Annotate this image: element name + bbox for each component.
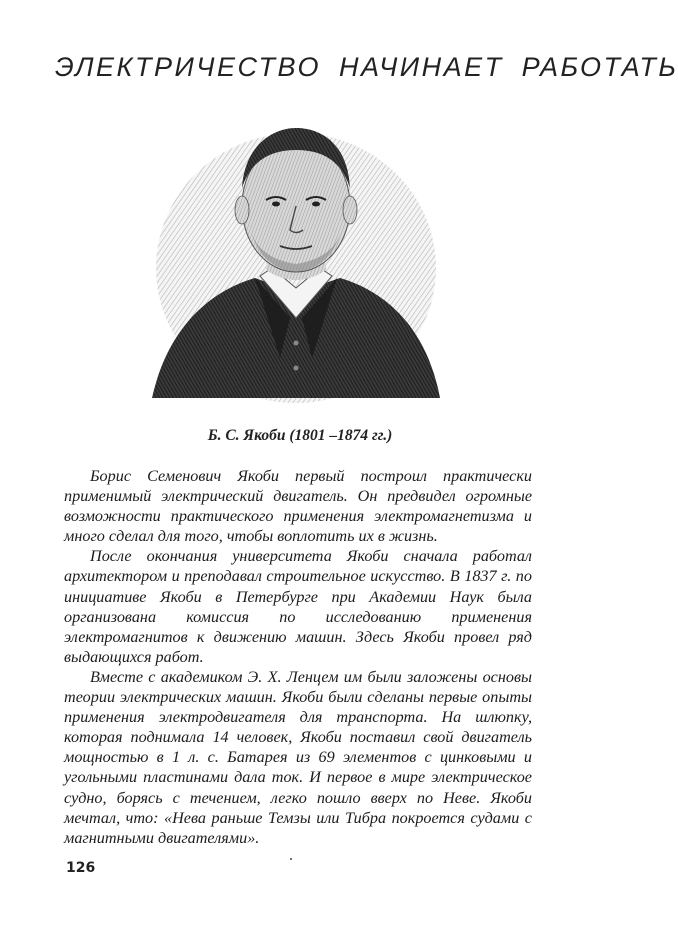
portrait-illustration	[150, 118, 442, 408]
page-title: ЭЛЕКТРИЧЕСТВО НАЧИНАЕТ РАБОТАТЬ	[55, 52, 678, 82]
print-speck	[290, 858, 292, 860]
article-body	[64, 466, 532, 848]
portrait-caption: Б. С. Якоби (1801 –1874 гг.)	[207, 427, 393, 444]
paragraph-2: После окончания университета Якоби сначала работал архитектором и преподавал строительное искусство. В 1837 г. по инициативе Якоби в Петербурге при Академии Наук была организована комиссия по исследованию применения электромагнитов к движению машин. Здесь Якоби провел ряд выдающихся работ.	[64, 547, 532, 666]
paragraph-1: Борис Семенович Якоби первый построил практически применимый электрический двигатель. Он предвидел огромные возможности практического применения электромагнетизма и много сделал для того, чтобы воплотить их в жизнь.	[64, 467, 532, 546]
paragraph-3: Вместе с академиком Э. Х. Ленцем им были заложены основы теории электрических машин. Якоби были сделаны первые опыты применения электродвигателя для транспорта. На шлюпку, которая поднимала 14 человек, Якоби поставил свой двигатель мощностью в 1 л. с. Батарея из 69 элементов с цинковыми и угольными пластинами дала ток. И первое в мире электрическое судно, борясь с течением, легко пошло вверх по Неве. Якоби мечтал, что: «Нева раньше Темзы или Тибра покроется судами с магнитными двигателями».	[64, 667, 532, 847]
page-number: 126	[66, 860, 96, 876]
